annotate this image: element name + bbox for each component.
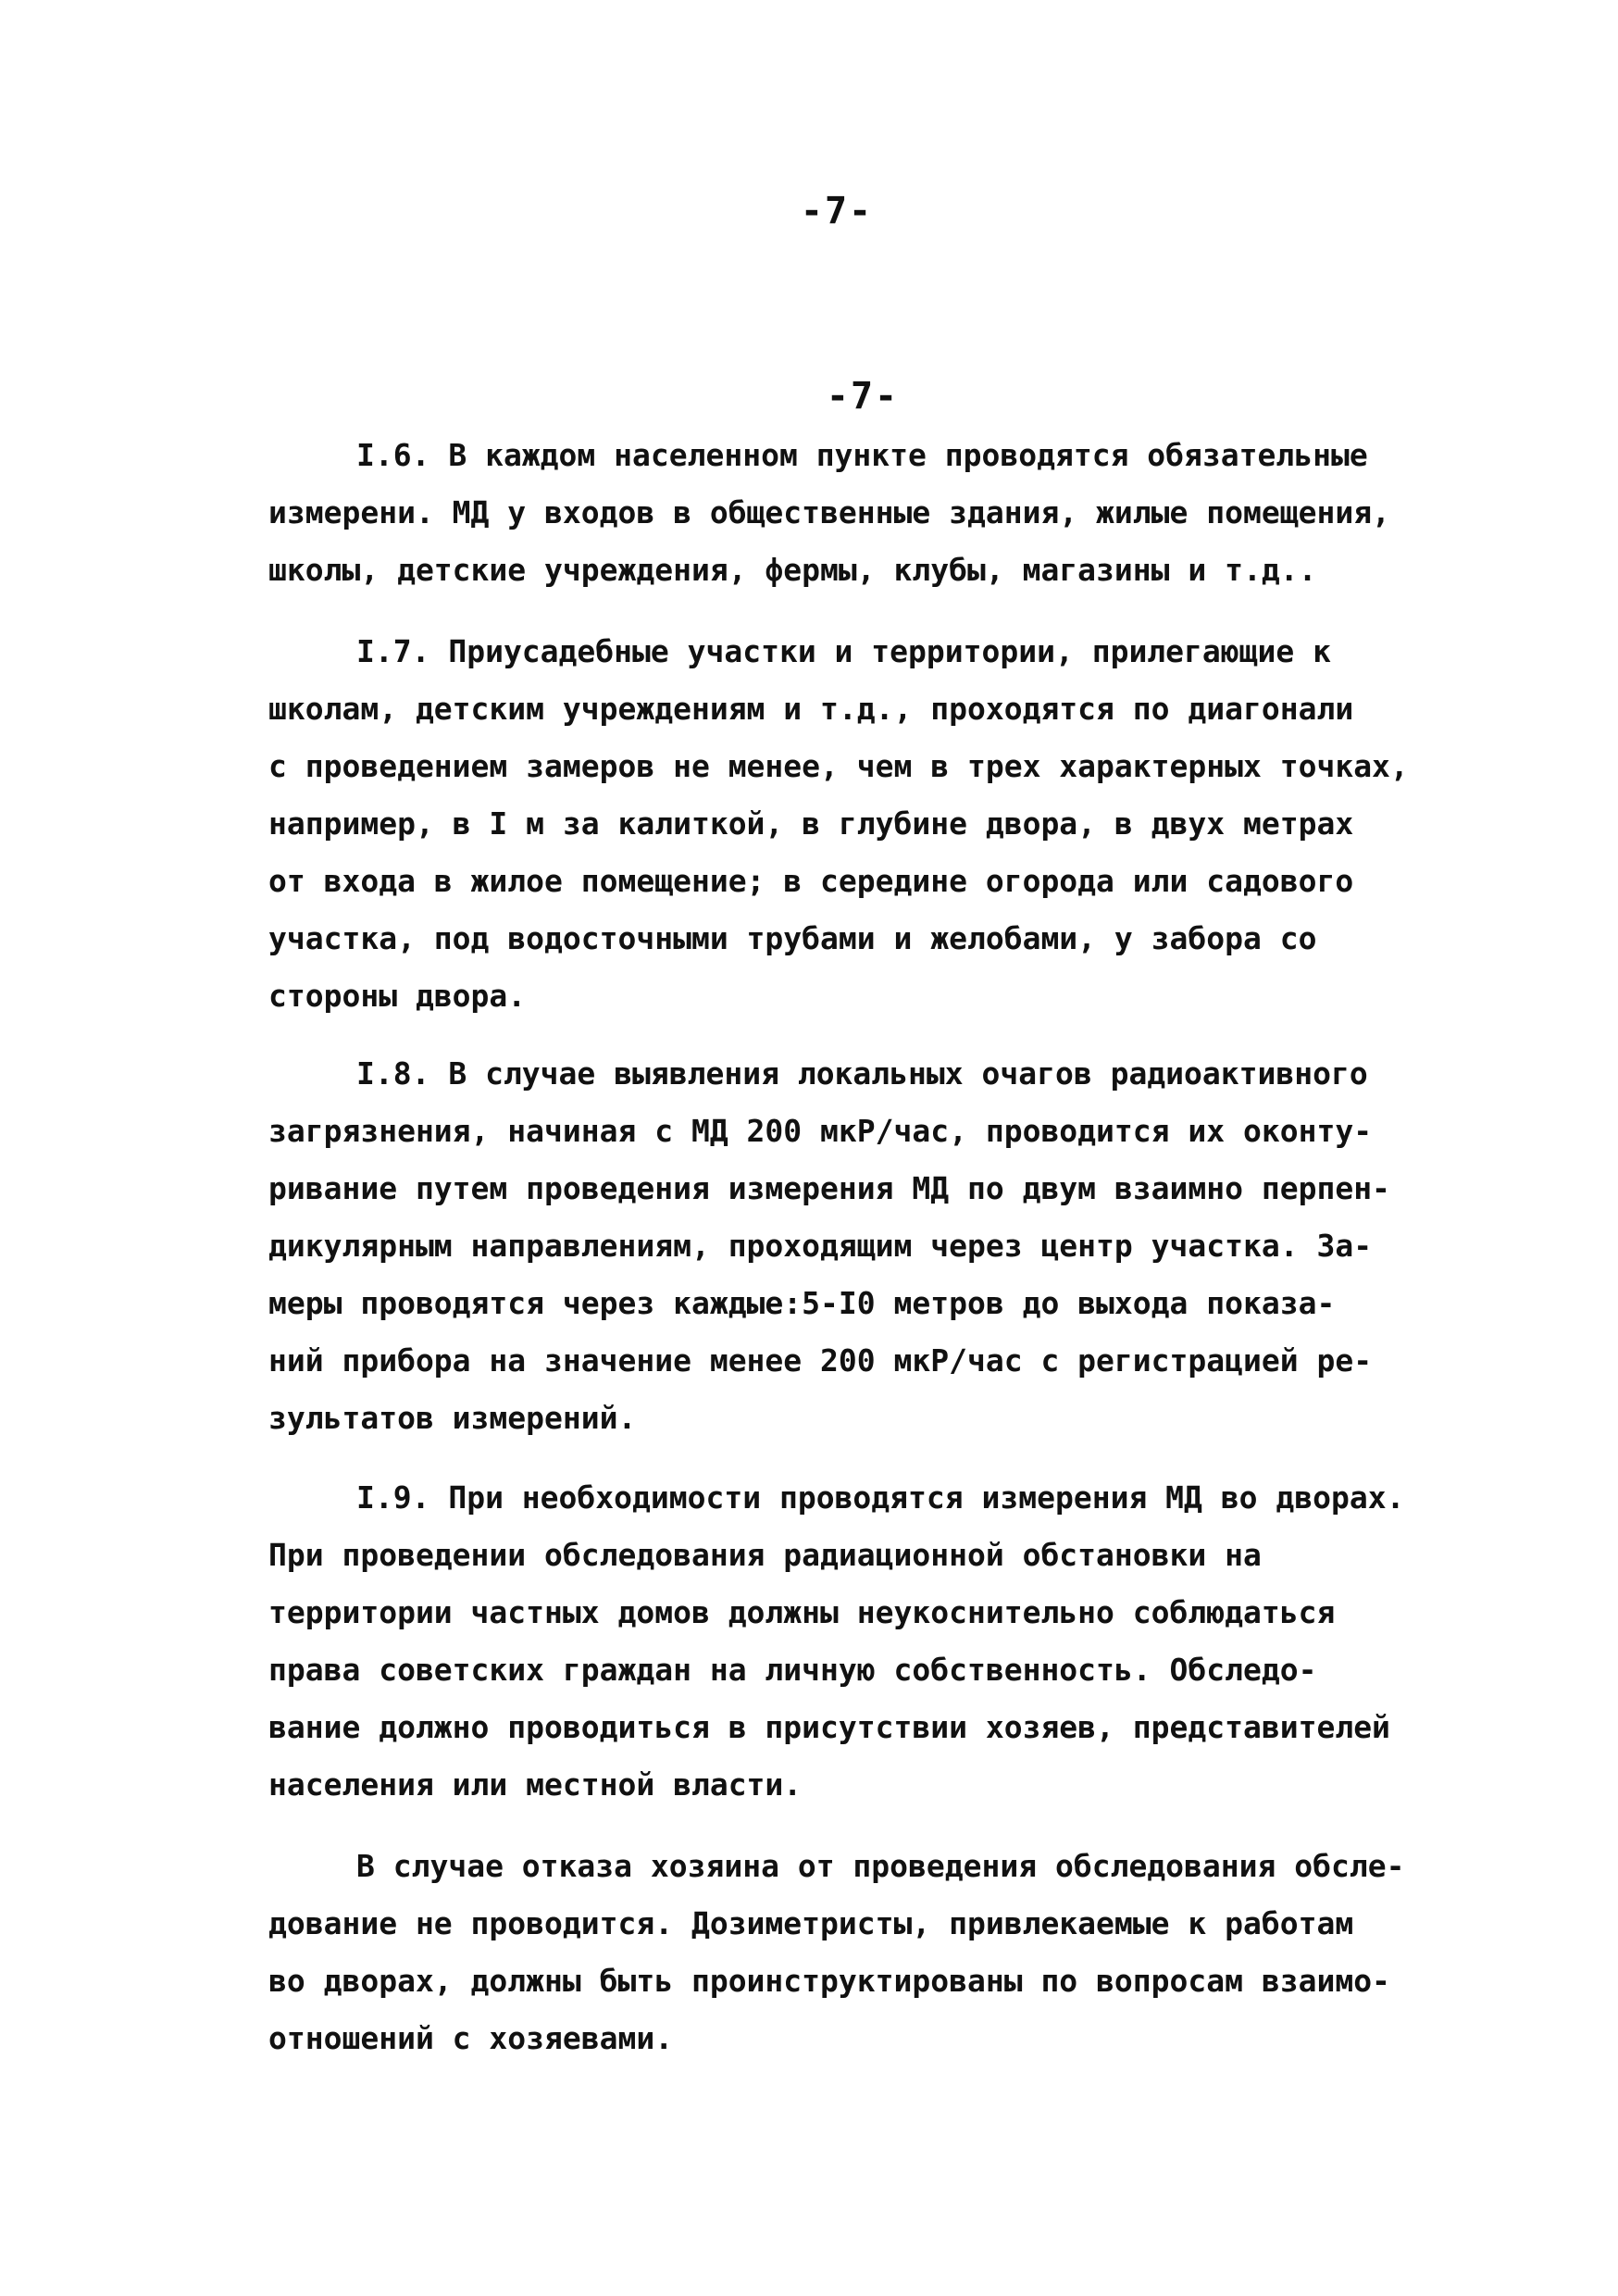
text-line: измерени. МД у входов в общественные здания, жилые помещения,: [268, 494, 1390, 530]
text-line: населения или местной власти.: [268, 1766, 803, 1803]
text-line: во дворах, должны быть проинструктированы по вопросам взаимо-: [268, 1963, 1390, 1999]
text-line: отношений с хозяевами.: [268, 2020, 674, 2056]
text-line: территории частных домов должны неукоснительно соблюдаться: [268, 1594, 1336, 1630]
text-line: с проведением замеров не менее, чем в трех характерных точках,: [268, 748, 1409, 784]
text-line: вание должно проводиться в присутствии хозяев, представителей: [268, 1709, 1390, 1745]
text-line: В случае отказа хозяина от проведения обследования обсле-: [356, 1848, 1405, 1884]
text-line: дование не проводится. Дозиметристы, привлекаемые к работам: [268, 1905, 1354, 1941]
text-line: стороны двора.: [268, 978, 527, 1014]
text-line: например, в I м за калиткой, в глубине двора, в двух метрах: [268, 805, 1354, 842]
text-line: права советских граждан на личную собственность. Обследо-: [268, 1652, 1317, 1688]
text-line: загрязнения, начиная с МД 200 мкР/час, проводится их оконту-: [268, 1113, 1373, 1149]
text-line: I.9. При необходимости проводятся измерения МД во дворах.: [356, 1479, 1405, 1516]
text-line: участка, под водосточными трубами и желобами, у забора со: [268, 920, 1317, 956]
text-line: школам, детским учреждениям и т.д., проходятся по диагонали: [268, 691, 1354, 727]
text-line: ний прибора на значение менее 200 мкР/час с регистрацией ре-: [268, 1342, 1373, 1379]
text-line: школы, детские учреждения, фермы, клубы, магазины и т.д..: [268, 552, 1317, 588]
text-line: дикулярным направлениям, проходящим через центр участка. За-: [268, 1228, 1373, 1264]
text-line: I.6. В каждом населенном пункте проводятся обязательные: [356, 437, 1368, 473]
text-line: ривание путем проведения измерения МД по двум взаимно перпен-: [268, 1170, 1390, 1206]
text-line: зультатов измерений.: [268, 1400, 637, 1436]
page-number-second: -7-: [826, 375, 900, 418]
text-line: меры проводятся через каждые:5-I0 метров до выхода показа-: [268, 1285, 1336, 1321]
page-number-top: -7-: [800, 190, 874, 232]
text-line: I.7. Приусадебные участки и территории, прилегающие к: [356, 633, 1331, 669]
text-line: от входа в жилое помещение; в середине огорода или садового: [268, 863, 1354, 899]
text-line: I.8. В случае выявления локальных очагов радиоактивного: [356, 1055, 1368, 1092]
text-line: При проведении обследования радиационной обстановки на: [268, 1537, 1262, 1573]
